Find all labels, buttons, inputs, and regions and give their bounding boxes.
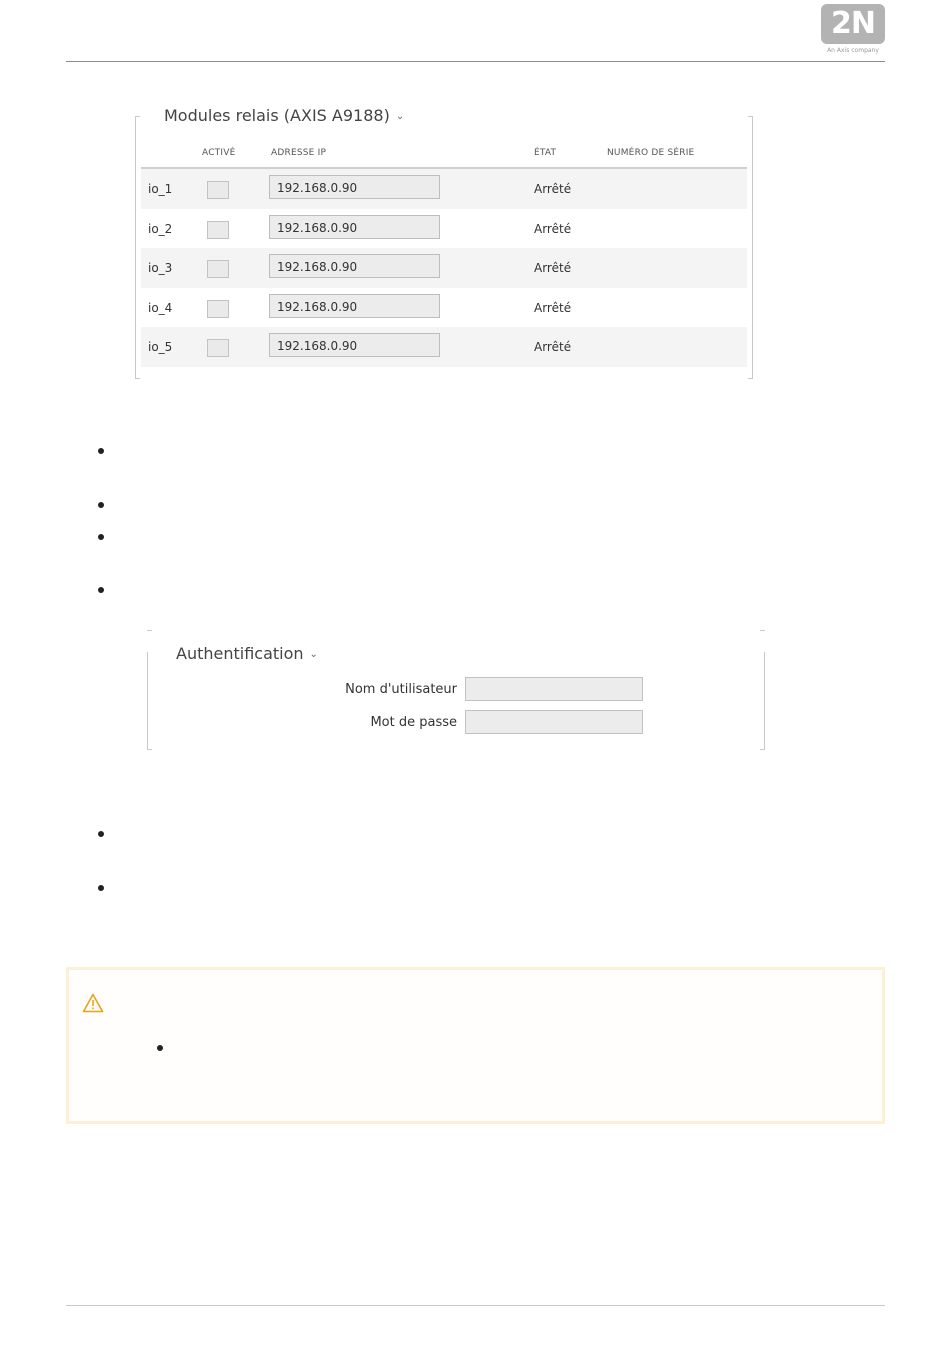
logo-tagline: An Axis company <box>827 47 879 54</box>
frame-left <box>135 116 136 379</box>
relay-name: io_1 <box>148 182 173 196</box>
table-row <box>141 327 747 367</box>
frame-right <box>752 116 753 379</box>
relay-state: Arrêté <box>534 221 572 236</box>
table-row <box>141 169 747 209</box>
auth-section-title: Authentification <box>176 644 304 663</box>
bullet-point <box>98 885 104 891</box>
active-checkbox[interactable] <box>207 339 229 357</box>
bullet-point <box>157 1045 163 1051</box>
table-row <box>141 248 747 288</box>
bullet-point <box>98 502 104 508</box>
frame-corner <box>135 378 140 379</box>
chevron-down-icon[interactable]: ⌄ <box>395 111 405 122</box>
frame-corner <box>147 630 152 631</box>
username-label: Nom d'utilisateur <box>345 682 457 697</box>
table-row <box>141 209 747 249</box>
relay-section-title: Modules relais (AXIS A9188) <box>164 106 390 125</box>
relay-state: Arrêté <box>534 182 572 196</box>
column-header-state: ÉTAT <box>534 148 557 158</box>
ip-address-field[interactable]: 192.168.0.90 <box>269 333 440 357</box>
column-header-ip: ADRESSE IP <box>271 148 327 158</box>
username-field[interactable] <box>465 677 643 701</box>
ip-address-field[interactable]: 192.168.0.90 <box>269 294 440 318</box>
bullet-point <box>98 831 104 837</box>
frame-left <box>147 652 148 750</box>
relay-name: io_2 <box>148 221 173 236</box>
ip-address-field[interactable]: 192.168.0.90 <box>269 254 440 278</box>
warning-box <box>66 967 885 1124</box>
active-checkbox[interactable] <box>207 260 229 278</box>
frame-corner <box>748 378 753 379</box>
chevron-down-icon[interactable]: ⌄ <box>309 649 318 660</box>
ip-address-field[interactable]: 192.168.0.90 <box>269 215 440 239</box>
footer-divider <box>66 1305 885 1306</box>
column-header-active: ACTIVÉ <box>202 148 236 158</box>
auth-section-header[interactable] <box>176 644 318 663</box>
bullet-point <box>98 587 104 593</box>
active-checkbox[interactable] <box>207 181 229 199</box>
column-header-serial: NUMÉRO DE SÉRIE <box>607 148 695 158</box>
relay-section-header[interactable] <box>164 106 404 125</box>
brand-logo <box>821 4 885 56</box>
frame-right <box>764 652 765 750</box>
relay-state: Arrêté <box>534 261 572 276</box>
table-header <box>141 142 747 169</box>
active-checkbox[interactable] <box>207 221 229 239</box>
ip-address-field[interactable]: 192.168.0.90 <box>269 175 440 199</box>
active-checkbox[interactable] <box>207 300 229 318</box>
relay-table <box>141 142 747 367</box>
relay-name: io_5 <box>148 340 173 355</box>
frame-corner <box>760 749 765 750</box>
frame-corner <box>147 749 152 750</box>
frame-corner <box>760 630 765 631</box>
password-field[interactable] <box>465 710 643 734</box>
relay-name: io_3 <box>148 261 173 276</box>
warning-icon <box>82 993 104 1013</box>
table-row <box>141 288 747 328</box>
logo-mark: 2N <box>821 4 885 44</box>
header-divider <box>66 61 885 62</box>
bullet-point <box>98 448 104 454</box>
relay-state: Arrêté <box>534 300 572 315</box>
bullet-point <box>98 534 104 540</box>
relay-state: Arrêté <box>534 340 572 355</box>
relay-name: io_4 <box>148 300 173 315</box>
password-label: Mot de passe <box>370 715 457 730</box>
